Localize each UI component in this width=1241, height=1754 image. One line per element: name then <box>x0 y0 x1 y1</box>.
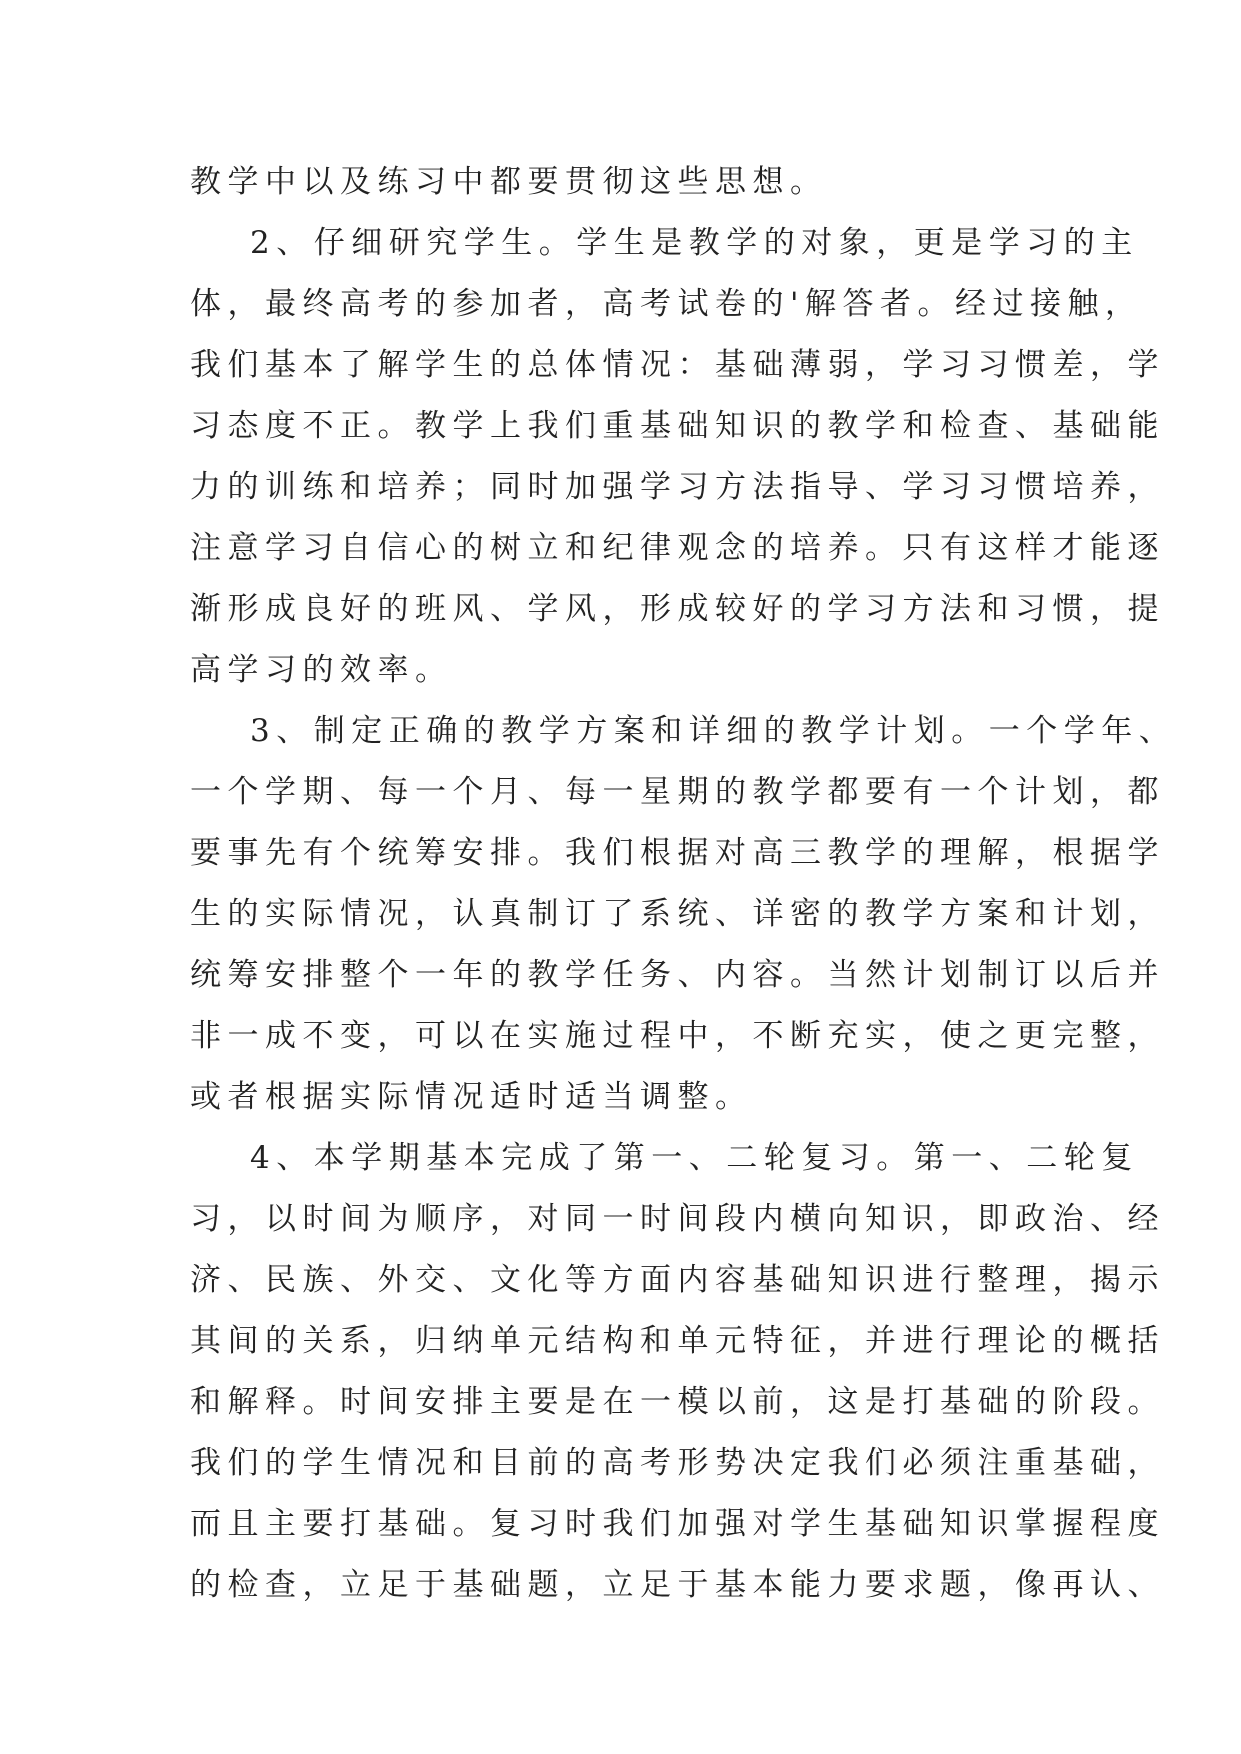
text-line: 4、本学期基本完成了第一、二轮复习。第一、二轮复 <box>250 1140 1139 1176</box>
text-line: 济、民族、外交、文化等方面内容基础知识进行整理，揭示 <box>190 1262 1165 1298</box>
text-line: 2、仔细研究学生。学生是教学的对象，更是学习的主 <box>250 225 1139 261</box>
text-line: 统筹安排整个一年的教学任务、内容。当然计划制订以后并 <box>190 957 1165 993</box>
document-body <box>190 152 1177 1616</box>
text-line: 的检查，立足于基础题，立足于基本能力要求题，像再认、 <box>190 1567 1165 1603</box>
text-line: 非一成不变，可以在实施过程中，不断充实，使之更完整， <box>190 1018 1165 1054</box>
text-line: 其间的关系，归纳单元结构和单元特征，并进行理论的概括 <box>190 1323 1165 1359</box>
text-line: 而且主要打基础。复习时我们加强对学生基础知识掌握程度 <box>190 1506 1165 1542</box>
text-line: 习，以时间为顺序，对同一时间段内横向知识，即政治、经 <box>190 1201 1165 1237</box>
text-line: 生的实际情况，认真制订了系统、详密的教学方案和计划， <box>190 896 1165 932</box>
text-line: 3、制定正确的教学方案和详细的教学计划。一个学年、 <box>250 713 1177 749</box>
text-line: 高学习的效率。 <box>190 652 453 688</box>
text-line: 力的训练和培养；同时加强学习方法指导、学习习惯培养， <box>190 469 1165 505</box>
text-line: 或者根据实际情况适时适当调整。 <box>190 1079 753 1115</box>
text-line: 渐形成良好的班风、学风，形成较好的学习方法和习惯，提 <box>190 591 1165 627</box>
text-line: 我们基本了解学生的总体情况：基础薄弱，学习习惯差，学 <box>190 347 1165 383</box>
text-line: 和解释。时间安排主要是在一模以前，这是打基础的阶段。 <box>190 1384 1165 1420</box>
text-line: 要事先有个统筹安排。我们根据对高三教学的理解，根据学 <box>190 835 1165 871</box>
text-line: 习态度不正。教学上我们重基础知识的教学和检查、基础能 <box>190 408 1165 444</box>
text-line: 注意学习自信心的树立和纪律观念的培养。只有这样才能逐 <box>190 530 1165 566</box>
text-line: 体，最终高考的参加者，高考试卷的'解答者。经过接触， <box>190 286 1143 322</box>
text-line: 我们的学生情况和目前的高考形势决定我们必须注重基础， <box>190 1445 1165 1481</box>
text-line: 一个学期、每一个月、每一星期的教学都要有一个计划，都 <box>190 774 1165 810</box>
text-line: 教学中以及练习中都要贯彻这些思想。 <box>190 164 828 200</box>
